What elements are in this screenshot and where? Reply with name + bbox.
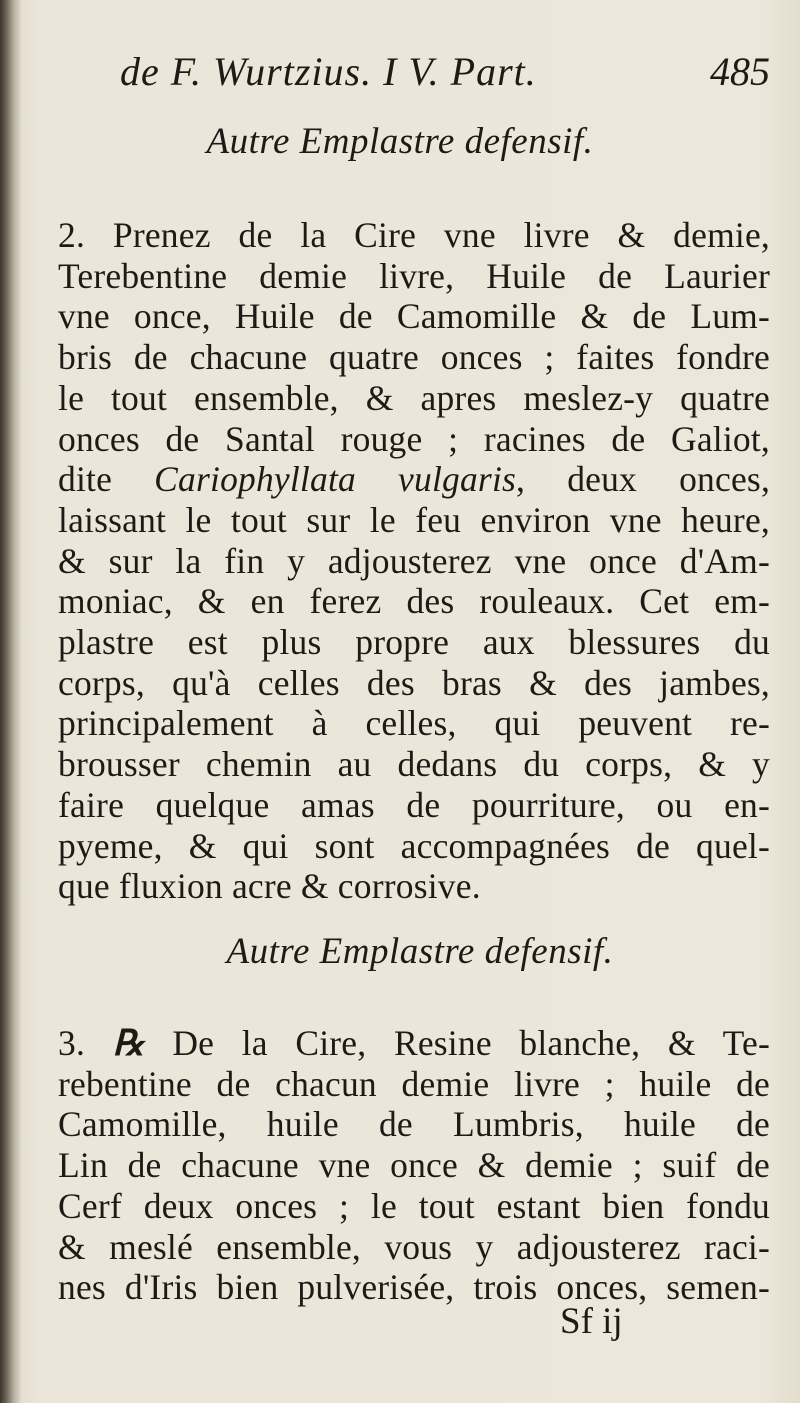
text-line: & sur la fin y adjousterez vne once d'Am- xyxy=(58,540,770,581)
text-line: plastre est plus propre aux blessures du xyxy=(58,622,770,663)
text-line: 2. Prenez de la Cire vne livre & demie, xyxy=(58,215,770,255)
text-line: & meslé ensemble, vous y adjousterez raci- xyxy=(58,1226,770,1267)
text-line: le tout ensemble, & apres meslez-y quatre xyxy=(58,377,770,418)
text-line: pyeme, & qui sont accompagnées de quel- xyxy=(58,825,770,866)
text-line: nes d'Iris bien pulverisée, trois onces, semen- xyxy=(58,1267,770,1308)
paragraph-2 xyxy=(58,1023,770,1308)
running-title: de F. Wurtzius. I V. Part. xyxy=(120,49,537,94)
paragraph-1 xyxy=(58,215,770,907)
latin-name: Cariophyllata vulgaris xyxy=(154,459,517,500)
binding-gutter xyxy=(0,0,22,1403)
page-number: 485 xyxy=(710,49,770,94)
signature-mark: Sf ij xyxy=(560,1301,623,1342)
text-line: brousser chemin au dedans du corps, & y xyxy=(58,744,770,785)
text-line: que fluxion acre & corrosive. xyxy=(58,866,481,907)
text-line: dite Cariophyllata vulgaris, deux onces, xyxy=(58,459,771,500)
section-heading-2: Autre Emplastre defensif. xyxy=(226,931,614,972)
text-line: rebentine de chacun demie livre ; huile de xyxy=(58,1063,770,1104)
text-line: onces de Santal rouge ; racines de Galiot, xyxy=(58,418,770,459)
paragraph-number: 3. xyxy=(58,1023,86,1063)
text-line: Lin de chacune vne once & demie ; suif de xyxy=(58,1145,770,1186)
text-line: moniac, & en ferez des rouleaux. Cet em- xyxy=(58,581,770,622)
text-line: Cerf deux onces ; le tout estant bien fondu xyxy=(58,1185,770,1226)
text-line: 3. ℞ De la Cire, Resine blanche, & Te- xyxy=(58,1023,771,1063)
section-heading-1: Autre Emplastre defensif. xyxy=(206,121,594,162)
text-line: vne once, Huile de Camomille & de Lum- xyxy=(58,296,770,337)
text-line: laissant le tout sur le feu environ vne heure, xyxy=(58,499,770,540)
paragraph-number: 2. xyxy=(58,215,86,255)
text-line: faire quelque amas de pourriture, ou en- xyxy=(58,784,770,825)
text-line: Terebentine demie livre, Huile de Laurier xyxy=(58,255,770,296)
text-line: principalement à celles, qui peuvent re- xyxy=(58,703,770,744)
recipe-symbol-icon: ℞ xyxy=(112,1023,145,1063)
text-line: corps, qu'à celles des bras & des jambes, xyxy=(58,662,770,703)
text-line: Camomille, huile de Lumbris, huile de xyxy=(58,1104,770,1145)
text-line: bris de chacune quatre onces ; faites fondre xyxy=(58,337,770,378)
running-head xyxy=(120,40,790,110)
